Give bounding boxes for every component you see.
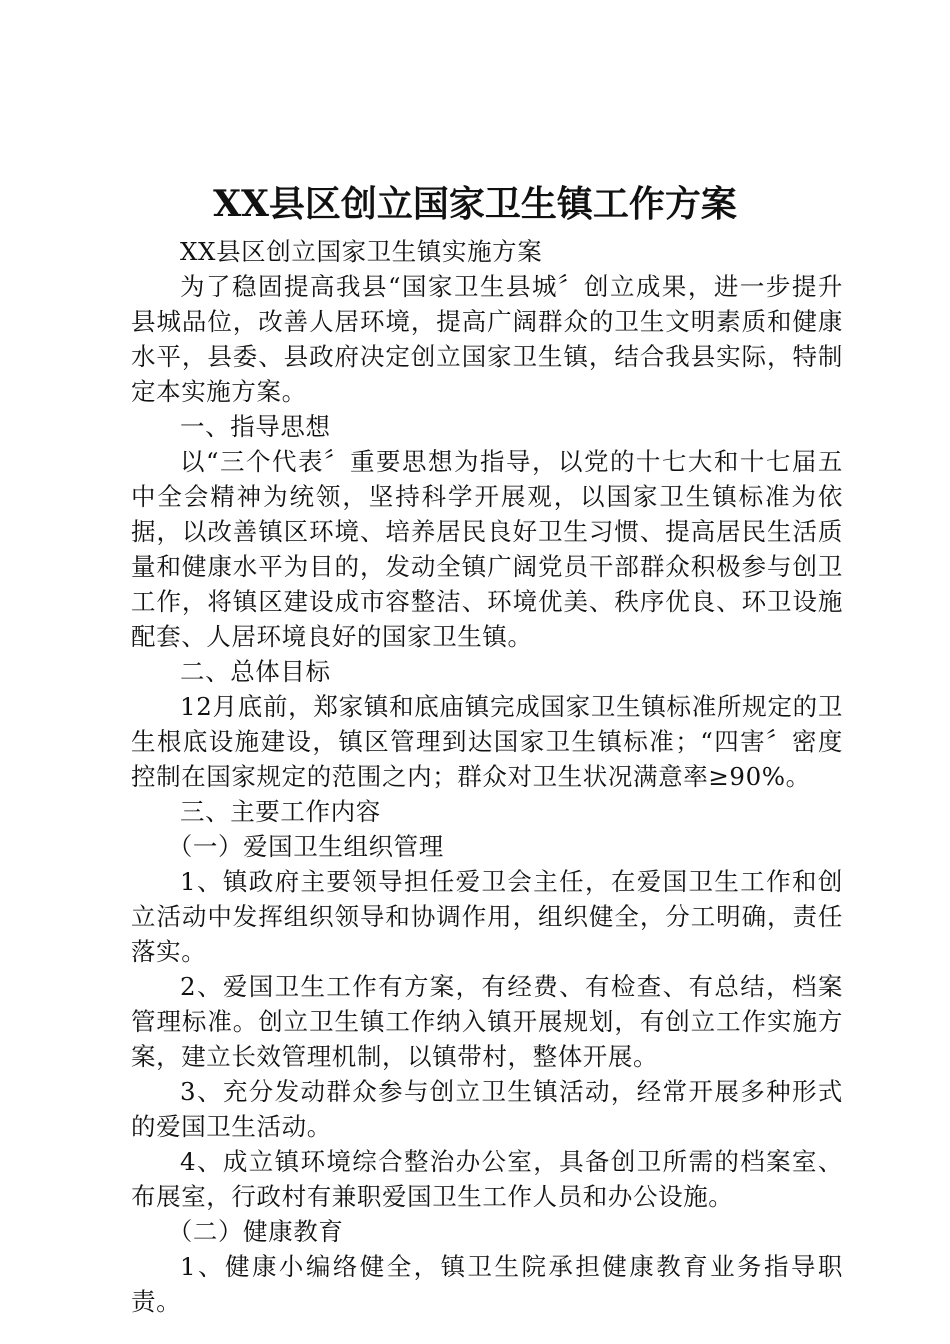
subsection-heading-organization: （一）爱国卫生组织管理: [167, 832, 444, 861]
organization-item-2: 2、爱国卫生工作有方案，有经费、有检查、有总结，档案管理标准。创立卫生镇工作纳入镇开展规划，有创立工作实施方案，建立长效管理机制，以镇带村，整体开展。: [131, 972, 843, 1071]
intro-paragraph: 为了稳固提高我县“国家卫生县城〞创立成果，进一步提升县城品位，改善人居环境，提高广阔群众的卫生文明素质和健康水平，县委、县政府决定创立国家卫生镇，结合我县实际，特制定本实施方案。: [131, 272, 843, 406]
organization-item-3: 3、充分发动群众参与创立卫生镇活动，经常开展多种形式的爱国卫生活动。: [131, 1077, 843, 1141]
document-body: [131, 234, 843, 1319]
guiding-ideology-paragraph: 以“三个代表〞重要思想为指导，以党的十七大和十七届五中全会精神为统领，坚持科学开展观，以国家卫生镇标准为依据，以改善镇区环境、培养居民良好卫生习惯、提高居民生活质量和健康水平为目的，发动全镇广阔党员干部群众积极参与创卫工作，将镇区建设成市容整洁、环境优美、秩序优良、环卫设施配套、人居环境良好的国家卫生镇。: [131, 447, 843, 651]
section-heading-guiding-ideology: 一、指导思想: [180, 412, 331, 441]
section-heading-overall-goals: 二、总体目标: [180, 657, 331, 686]
section-heading-main-work: 三、主要工作内容: [180, 797, 381, 826]
subsection-heading-health-education: （二）健康教育: [167, 1217, 344, 1246]
overall-goals-paragraph: 12月底前，郑家镇和底庙镇完成国家卫生镇标准所规定的卫生根底设施建设，镇区管理到达国家卫生镇标准；“四害〞密度控制在国家规定的范围之内；群众对卫生状况满意率≥90%。: [131, 692, 843, 791]
organization-item-1: 1、镇政府主要领导担任爱卫会主任，在爱国卫生工作和创立活动中发挥组织领导和协调作用，组织健全，分工明确，责任落实。: [131, 867, 843, 966]
document-title: XX县区创立国家卫生镇工作方案: [213, 183, 737, 225]
document-subtitle: XX县区创立国家卫生镇实施方案: [180, 237, 543, 266]
health-education-item-1: 1、健康小编络健全，镇卫生院承担健康教育业务指导职责。: [131, 1252, 843, 1316]
organization-item-4: 4、成立镇环境综合整治办公室，具备创卫所需的档案室、布展室，行政村有兼职爱国卫生工作人员和办公设施。: [131, 1147, 843, 1211]
